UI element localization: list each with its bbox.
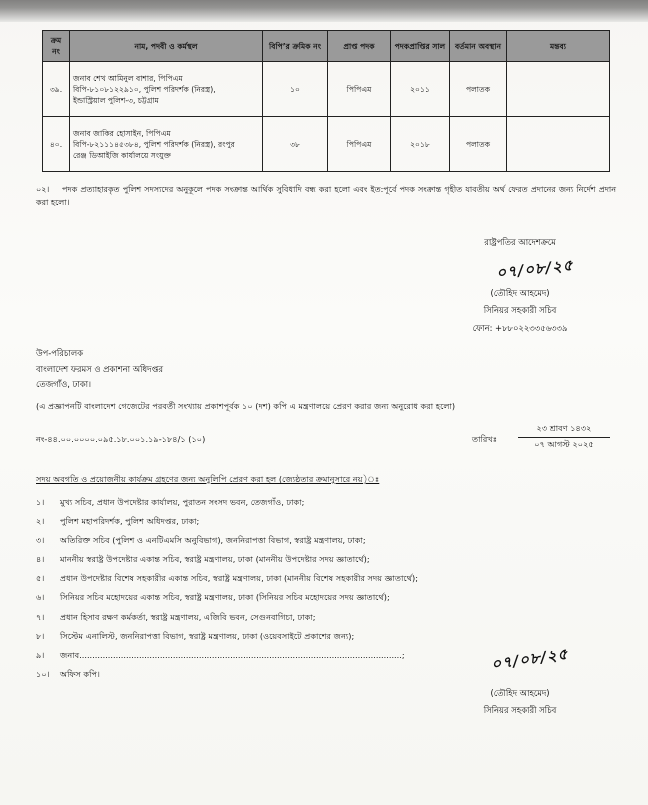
- table-row: [43, 62, 610, 117]
- cell-sl: ৪০.: [43, 117, 70, 172]
- header-year: পদকপ্রাপ্তির সাল: [391, 31, 450, 62]
- header-serial: বিপি’র ক্রমিক নং: [263, 31, 328, 62]
- cell-status: পলাতক: [450, 117, 507, 172]
- signer-designation: সিনিয়র সহকারী সচিব: [483, 705, 557, 715]
- name-line: জনাব শেখ আমিনুল বাশার, পিপিএম: [73, 73, 183, 83]
- list-item: ১। মুখ্য সচিব, প্রধান উপদেষ্টার কার্যালয়, পুরাতন সংসদ ভবন, তেজগাঁও, ঢাকা;: [36, 497, 305, 507]
- memo-number: নং-৪৪.০০.০০০০.০৯৫.১৮.০০১.১৯-১৮৪/১ (১০): [36, 434, 206, 444]
- header-medal: প্রাপ্ত পদক: [328, 31, 391, 62]
- cell-name: [70, 62, 263, 117]
- name-line: জনাব জাকির হোসাইন, পিপিএম: [73, 128, 171, 138]
- paragraph-text: পদক প্রত্যাহারকৃত পুলিশ সদস্যদের অনুকূলে পদক সংক্রান্ত আর্থিক সুবিধাদি বন্ধ করা হলো এবং ইত:পূর্বে পদক সংক্রান্ত গৃহীত যাবতীয় অর্থ ফেরত প্রদানের জন্য নির্দেশ প্রদান করা হলো।: [36, 185, 616, 208]
- table-header-row: [43, 31, 610, 62]
- cell-year: ২০১৮: [391, 117, 450, 172]
- address-line: উপ-পরিচালক: [36, 348, 83, 358]
- name-line: বিপি-৮২১১১৪৫৩৮৪, পুলিশ পরিদর্শক (নিরস্ত্র), রংপুর: [73, 139, 235, 149]
- cell-remark: [507, 117, 610, 172]
- order-line: রাষ্ট্রপতির আদেশক্রমে: [484, 237, 556, 247]
- cell-serial: ১০: [263, 62, 328, 117]
- list-item: ৫। প্রধান উপদেষ্টার বিশেষ সহকারীর একান্ত সচিব, স্বরাষ্ট্র মন্ত্রণালয়, ঢাকা (মাননীয় বিশেষ সহকারীর সদয় জ্ঞাতার্থে);: [36, 573, 418, 584]
- date-english: ০৭ আগস্ট ২০২৫: [534, 439, 594, 449]
- name-line: বিপি-৮১০৮১২২৯১০, পুলিশ পরিদর্শক (নিরস্ত্র),: [73, 84, 216, 94]
- signer-phone: ফোন: +৮৮০২২৩৩৫৬৩৩৯: [472, 323, 568, 333]
- list-item: ২। পুলিশ মহাপরিদর্শক, পুলিশ অধিদপ্তর, ঢাকা;: [36, 516, 200, 527]
- copy-list-title: সদয় অবগতি ও প্রয়োজনীয় কার্যক্রম গ্রহণের জন্য অনুলিপি প্রেরণ করা হল (জ্যেষ্ঠতার ক্রমানুসারে নয়)ঃ: [36, 474, 380, 484]
- gazette-request: (এ প্রজ্ঞাপনটি বাংলাদেশ গেজেটের পরবর্তী সংখ্যায় প্রকাশপূর্বক ১০ (দশ) কপি এ মন্ত্রণালয়ে প্রেরণ করার জন্য অনুরোধ করা হলো): [36, 401, 456, 411]
- signature-mark: ০৭/০৮/২৫: [495, 256, 575, 283]
- header-sl: ক্রম নং: [43, 31, 70, 62]
- list-item: ৩। অতিরিক্ত সচিব (পুলিশ ও এনটিএমসি অনুবিভাগ), জননিরাপত্তা বিভাগ, স্বরাষ্ট্র মন্ত্রণালয়, ঢাকা;: [36, 535, 366, 546]
- date-label: তারিখঃ: [472, 434, 498, 444]
- list-item: ৭। প্রধান হিসাব রক্ষণ কর্মকর্তা, স্বরাষ্ট্র মন্ত্রণালয়, এজিবি ভবন, সেগুনবাগিচা, ঢাকা;: [36, 611, 316, 622]
- list-item: ১০। অফিস কপি।: [36, 668, 100, 679]
- list-item: ৮। সিস্টেম এনালিস্ট, জননিরাপত্তা বিভাগ, স্বরাষ্ট্র মন্ত্রণালয়, ঢাকা (ওয়েবসাইটে প্রকাশের জন্য);: [36, 630, 355, 641]
- cell-name: [70, 117, 263, 172]
- cell-sl: ৩৯.: [43, 62, 70, 117]
- date-bangla: ২৩ শ্রাবণ ১৪৩২: [518, 423, 610, 438]
- address-line: তেজগাঁও, ঢাকা।: [36, 379, 92, 390]
- signer-name: (তৌহিদ আহমেদ): [490, 288, 550, 298]
- list-item: ৪। মাননীয় স্বরাষ্ট্র উপদেষ্টার একান্ত সচিব, স্বরাষ্ট্র মন্ত্রণালয়, ঢাকা (মাননীয় উপদেষ্টার সদয় জ্ঞাতার্থে);: [36, 554, 370, 565]
- header-status: বর্তমান অবস্থান: [450, 31, 507, 62]
- table-row: [43, 117, 610, 172]
- cell-remark: [507, 62, 610, 117]
- cell-medal: পিপিএম: [328, 117, 391, 172]
- instruction-paragraph: [36, 183, 616, 209]
- signer-designation: সিনিয়র সহকারী সচিব: [483, 305, 557, 315]
- cell-year: ২০১১: [391, 62, 450, 117]
- signer-name: (তৌহিদ আহমেদ): [490, 688, 550, 698]
- name-line: ইন্ডাস্ট্রিয়াল পুলিশ-৩, চট্টগ্রাম: [73, 95, 159, 105]
- header-remark: মন্তব্য: [507, 31, 610, 62]
- signature-block-2: [430, 644, 610, 718]
- signature-block-1: [420, 236, 620, 336]
- cell-status: পলাতক: [450, 62, 507, 117]
- list-item: ৯। জনাব............................................................................................................................;: [36, 649, 405, 660]
- recipient-address: [36, 346, 163, 393]
- scan-shadow: [0, 0, 648, 22]
- paragraph-number: ০২।: [36, 185, 50, 194]
- cell-serial: ৩৮: [263, 117, 328, 172]
- address-line: বাংলাদেশ ফরমস ও প্রকাশনা অধিদপ্তর: [36, 363, 163, 374]
- name-line: রেঞ্জ ডিআইজি কার্যালয়ে সংযুক্ত: [73, 150, 171, 160]
- copy-list: [36, 493, 418, 684]
- header-name: নাম, পদবী ও কর্মস্থল: [70, 31, 263, 62]
- award-table: [42, 30, 610, 172]
- signature-mark: ০৭/০৮/২৫: [490, 644, 570, 674]
- cell-medal: পিপিএম: [328, 62, 391, 117]
- list-item: ৬। সিনিয়র সচিব মহোদয়ের একান্ত সচিব, স্বরাষ্ট্র মন্ত্রণালয়, ঢাকা (সিনিয়র সচিব মহোদয়ের সদয় জ্ঞাতার্থে);: [36, 592, 390, 603]
- date-box: [518, 423, 610, 452]
